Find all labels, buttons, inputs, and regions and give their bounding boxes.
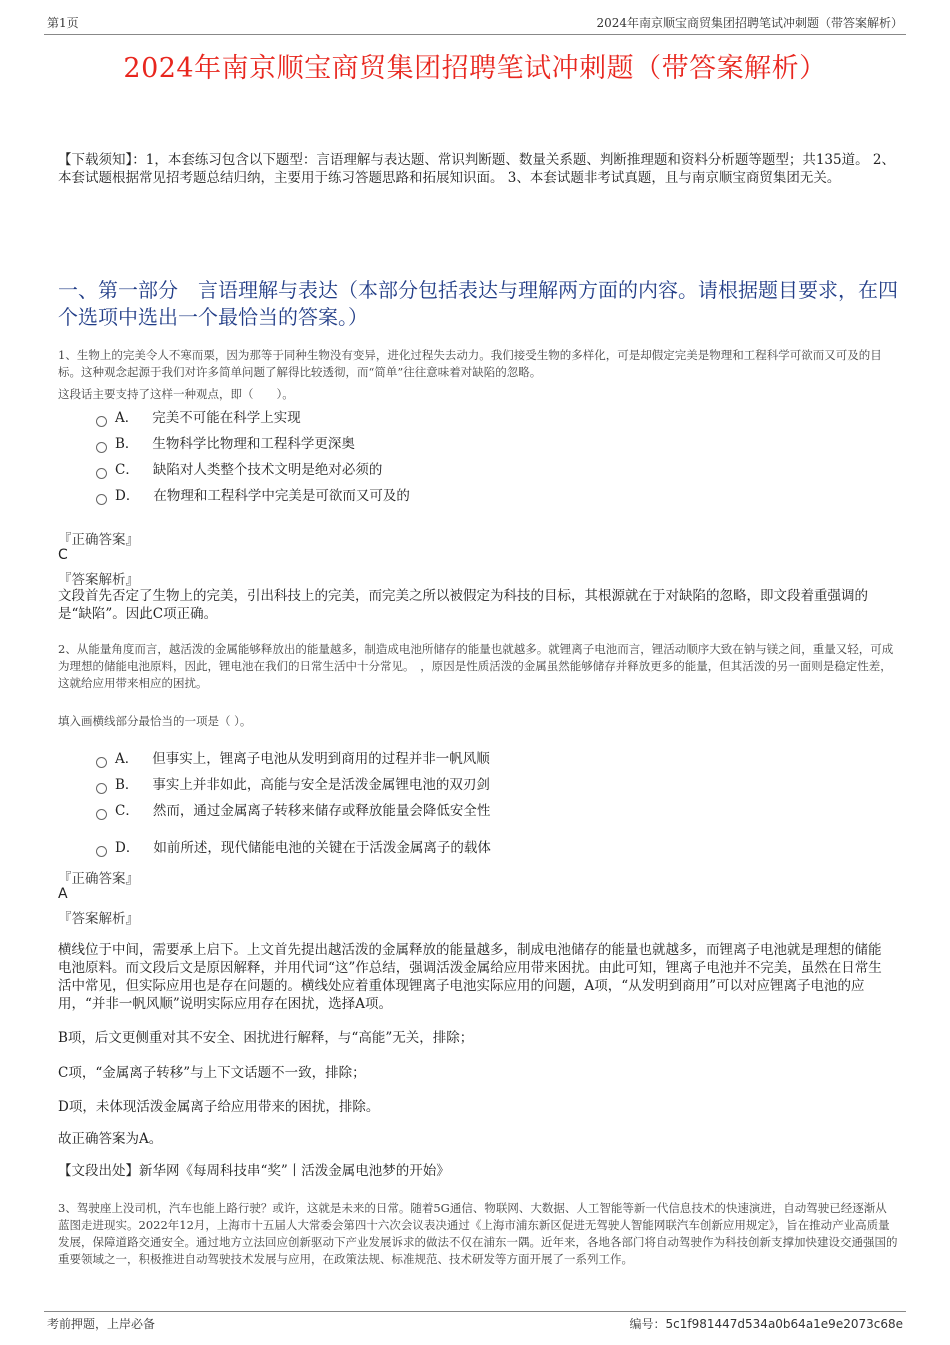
question-1-option-b[interactable]: B． 生物科学比物理和工程科学更深奥 xyxy=(96,435,355,453)
question-1-option-a[interactable]: A． 完美不可能在科学上实现 xyxy=(96,409,301,427)
question-2-prompt: 填入画横线部分最恰当的一项是（ ）。 xyxy=(58,714,252,728)
question-2-analysis-para: 故正确答案为A。 xyxy=(58,1131,163,1147)
download-notice: 【下载须知】：1，本套练习包含以下题型：言语理解与表达题、常识判断题、数量关系题、判断推理题和资料分析题等题型；共135道。 2、本套试题根据常见招考题总结归纳，主要用于练习答题思路和拓展知识面。 3、本套试题非考试真题，且与南京顺宝商贸集团无关。 xyxy=(58,152,895,186)
question-2-analysis-label: 『答案解析』 xyxy=(58,911,139,927)
question-2-option-a[interactable]: A． 但事实上，锂离子电池从发明到商用的过程并非一帆风顺 xyxy=(96,750,490,768)
footer-slogan: 考前押题，上岸必备 xyxy=(47,1317,156,1331)
question-1-stem: 1、生物上的完美令人不寒而栗，因为那等于同种生物没有变异，进化过程失去动力。我们接受生物的多样化，可是却假定完美是物理和工程科学可欲而又可及的目标。这种观念起源于我们对许多简单问题了解得比较透彻，而“简单”往往意味着对缺陷的忽略。 xyxy=(58,348,882,379)
radio-icon[interactable] xyxy=(96,442,107,453)
question-2-answer-label: 『正确答案』 xyxy=(58,871,139,887)
footer-divider xyxy=(44,1311,906,1312)
radio-icon[interactable] xyxy=(96,494,107,505)
radio-icon[interactable] xyxy=(96,757,107,768)
question-2-stem: 2、从能量角度而言，越活泼的金属能够释放出的能量越多，制造成电池所储存的能量也就越多。就锂离子电池而言，锂活动顺序大致在钠与镁之间，重量又轻，可成为理想的储能电池原料，因此，锂电池在我们的日常生活中十分常见。 ，原因是性质活泼的金属虽然能够储存并释放更多的能量，但其活泼的另一面则是稳定性差，这就给应用带来相应的困扰。 xyxy=(58,642,894,690)
header-doc-title: 2024年南京顺宝商贸集团招聘笔试冲刺题（带答案解析） xyxy=(596,16,903,30)
question-2-source: 【文段出处】新华网《每周科技串“奖”丨活泼金属电池梦的开始》 xyxy=(58,1163,450,1179)
question-2-option-c[interactable]: C． 然而，通过金属离子转移来储存或释放能量会降低安全性 xyxy=(96,802,490,820)
header-divider xyxy=(44,34,906,35)
footer-code-label: 编号： xyxy=(629,1317,666,1331)
question-1-answer: C xyxy=(58,547,68,563)
header-page-number: 第1页 xyxy=(47,16,79,30)
radio-icon[interactable] xyxy=(96,846,107,857)
question-2-answer: A xyxy=(58,886,68,902)
question-1-analysis-label: 『答案解析』 xyxy=(58,572,139,588)
question-2-option-b[interactable]: B． 事实上并非如此，高能与安全是活泼金属锂电池的双刃剑 xyxy=(96,776,490,794)
footer-code xyxy=(630,1315,904,1332)
question-1-option-d[interactable]: D． 在物理和工程科学中完美是可欲而又可及的 xyxy=(96,487,410,505)
question-1-answer-label: 『正确答案』 xyxy=(58,532,139,548)
section-heading: 一、第一部分 言语理解与表达（本部分包括表达与理解两方面的内容。请根据题目要求，在四个选项中选出一个最恰当的答案。） xyxy=(58,278,898,329)
question-2-analysis-para: B项，后文更侧重对其不安全、困扰进行解释，与“高能”无关，排除； xyxy=(58,1030,474,1046)
radio-icon[interactable] xyxy=(96,783,107,794)
question-2-option-d[interactable]: D． 如前所述，现代储能电池的关键在于活泼金属离子的载体 xyxy=(96,839,491,857)
radio-icon[interactable] xyxy=(96,416,107,427)
question-2-analysis-para: C项，“金属离子转移”与上下文话题不一致，排除； xyxy=(58,1065,366,1081)
footer-code-value: 5c1f981447d534a0b64a1e9e2073c68e xyxy=(665,1317,903,1331)
question-1-option-c[interactable]: C． 缺陷对人类整个技术文明是绝对必须的 xyxy=(96,461,382,479)
radio-icon[interactable] xyxy=(96,468,107,479)
question-1-prompt: 这段话主要支持了这样一种观点，即（ ）。 xyxy=(58,387,294,401)
question-2-analysis-para: D项，未体现活泼金属离子给应用带来的困扰，排除。 xyxy=(58,1099,380,1115)
page-title: 2024年南京顺宝商贸集团招聘笔试冲刺题（带答案解析） xyxy=(123,53,827,84)
question-2-analysis-para: 横线位于中间，需要承上启下。上文首先提出越活泼的金属释放的能量越多，制成电池储存的能量也就越多，而锂离子电池就是理想的储能电池原料。而文段后文是原因解释，并用代词“这”作总结，强调活泼金属给应用带来困扰。由此可知，锂离子电池并不完美，虽然在日常生活中常见，但实际应用也是存在问题的。横线处应着重体现锂离子电池实际应用的问题，A项，“从发明到商用”可以对应锂离子电池的应用，“并非一帆风顺”说明实际应用存在困扰，选择A项。 xyxy=(58,942,882,1012)
radio-icon[interactable] xyxy=(96,809,107,820)
question-1-analysis: 文段首先否定了生物上的完美，引出科技上的完美，而完美之所以被假定为科技的目标，其根源就在于对缺陷的忽略，即文段着重强调的是“缺陷”。因此C项正确。 xyxy=(58,588,868,622)
question-3-stem: 3、驾驶座上没司机，汽车也能上路行驶？或许，这就是未来的日常。随着5G通信、物联网、大数据、人工智能等新一代信息技术的快速演进，自动驾驶已经逐渐从蓝图走进现实。2022年12月，上海市十五届人大常委会第四十六次会议表决通过《上海市浦东新区促进无驾驶人智能网联汽车创新应用规定》，旨在推动产业高质量发展，保障道路交通安全。通过地方立法回应创新驱动下产业发展诉求的做法不仅在浦东一隅。近年来，各地各部门将自动驾驶作为科技创新支撑加快建设交通强国的重要领域之一，积极推进自动驾驶技术发展与应用，在政策法规、标准规范、技术研发等方面开展了一系列工作。 xyxy=(58,1201,898,1266)
